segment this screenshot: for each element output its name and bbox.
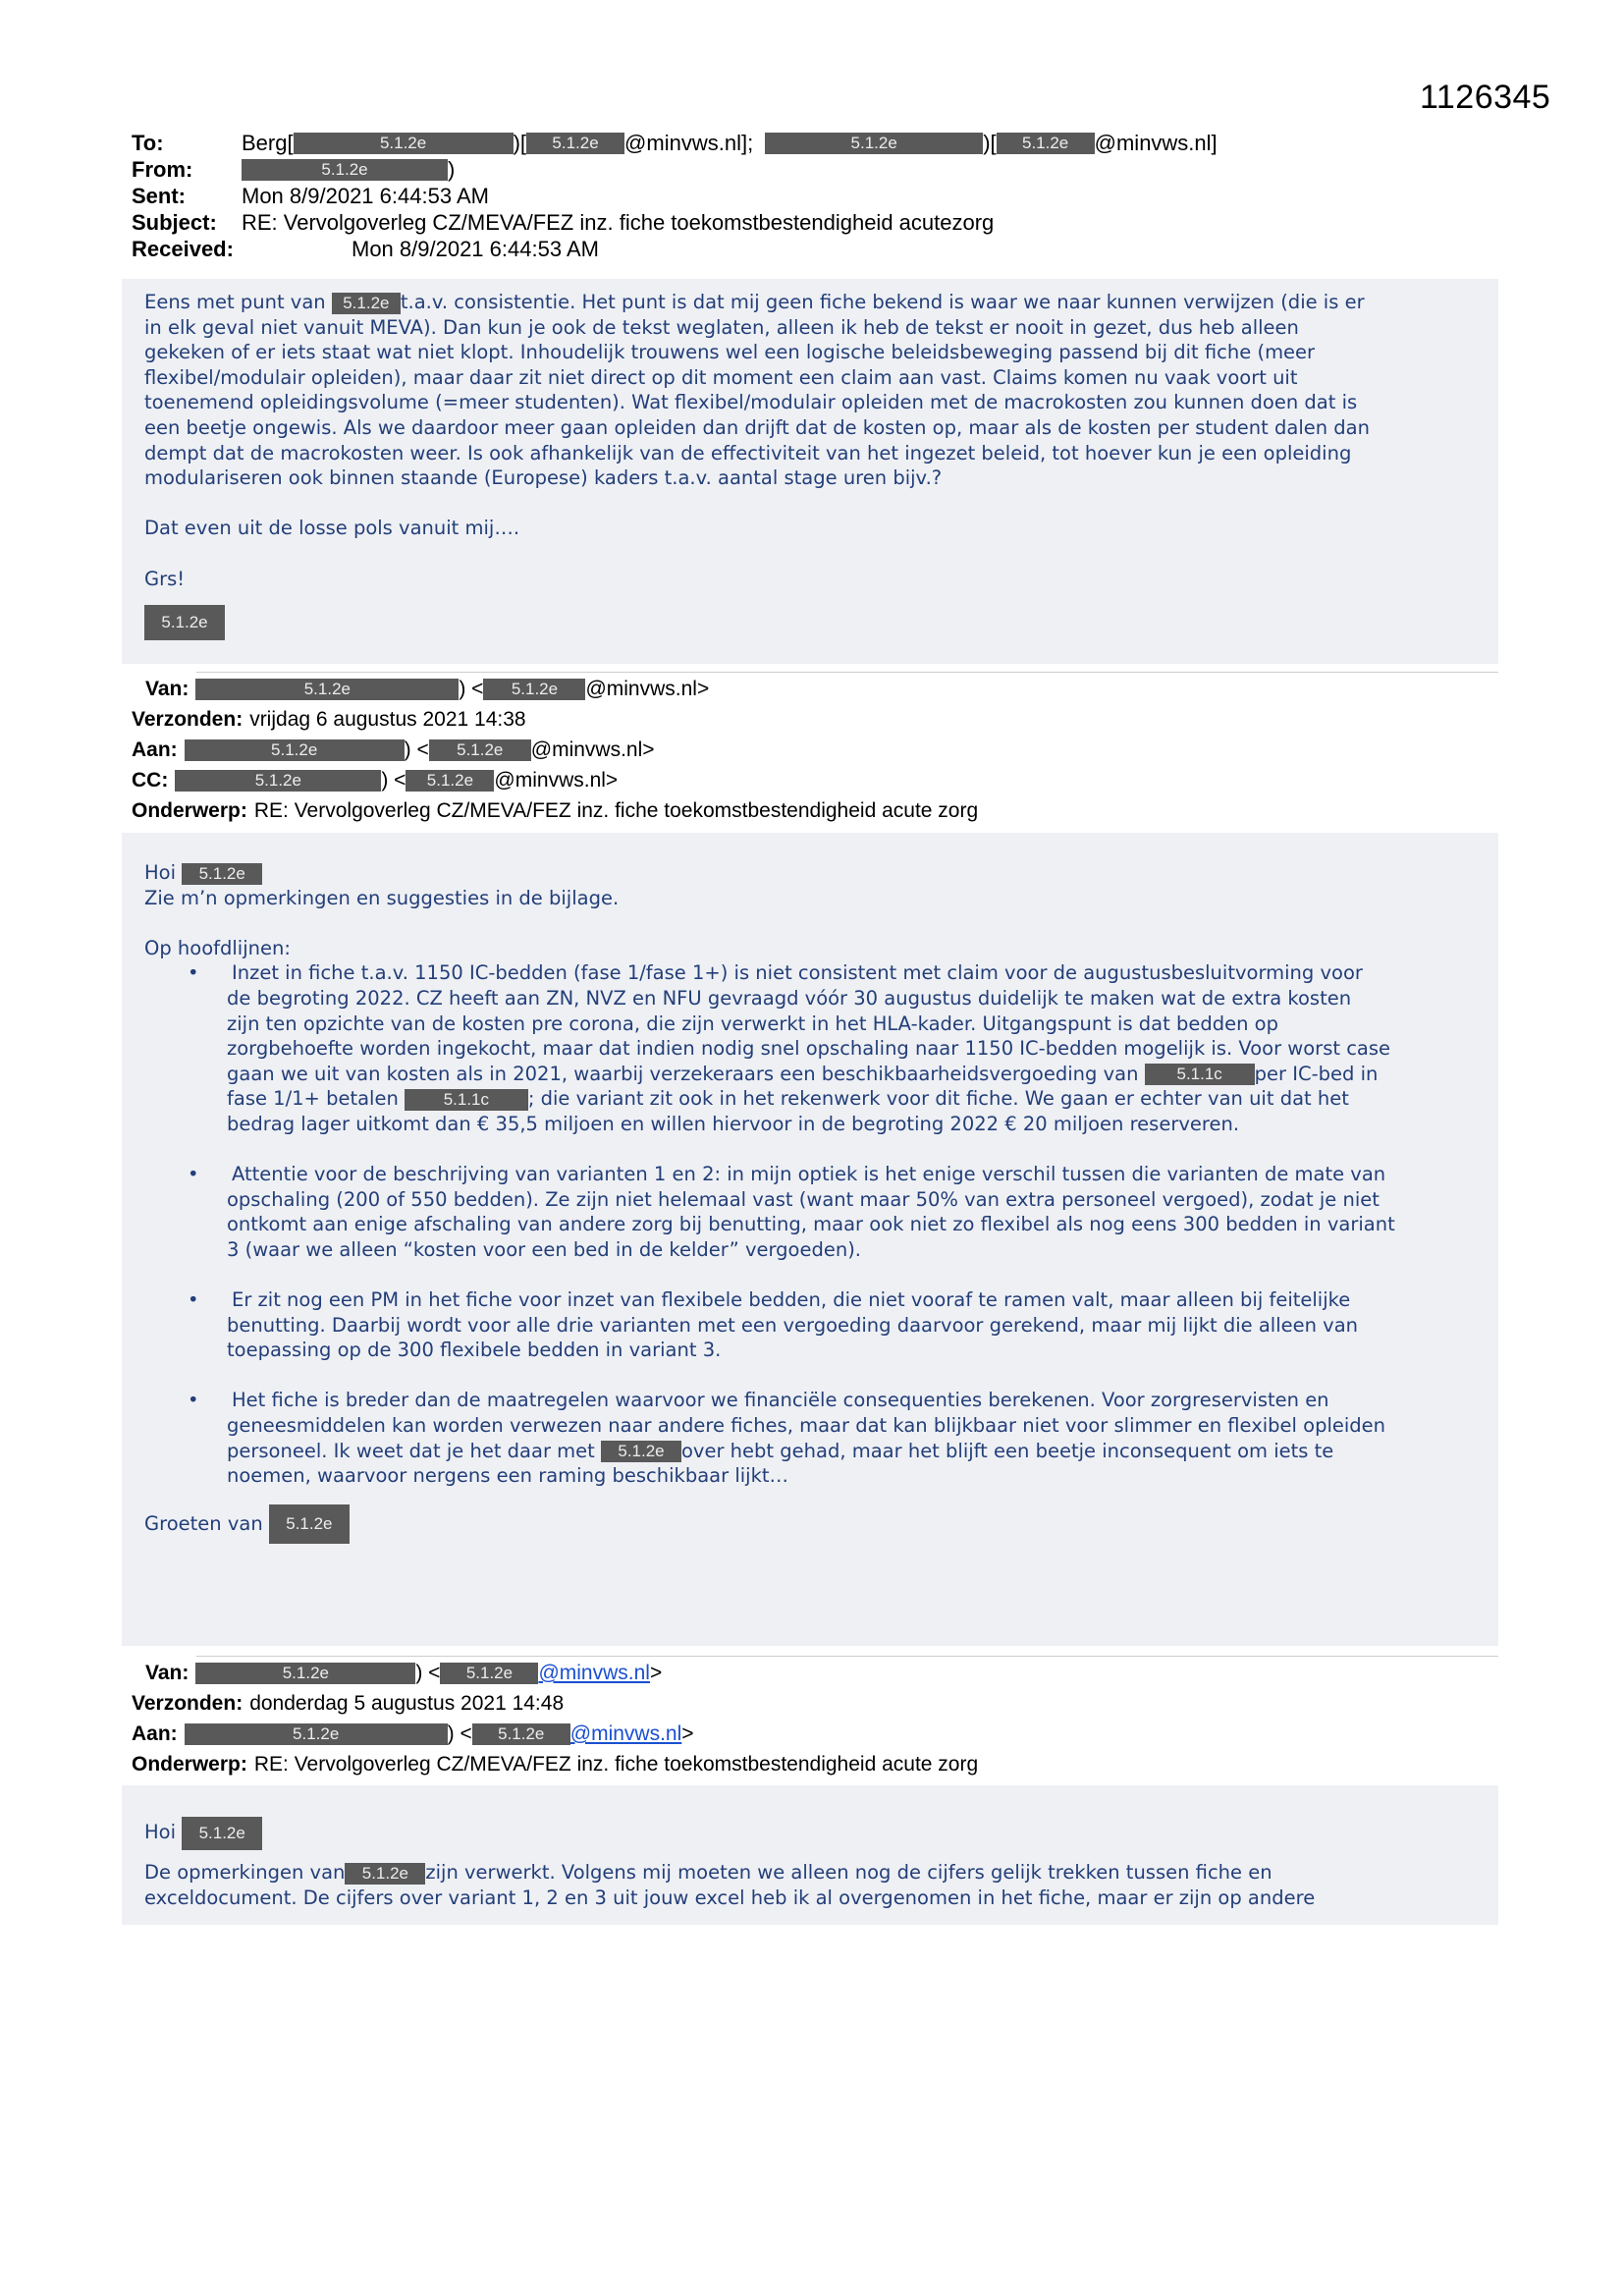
redaction: 5.1.2e [483, 679, 585, 700]
message-body-3 [122, 1785, 1498, 1925]
message-line: Zie m’n opmerkingen en suggesties in de bijlage. [144, 886, 620, 909]
message-line: modulariseren ook binnen staande (Europese) kaders t.a.v. aantal stage uren bijv.? [144, 466, 943, 490]
message-line: toenemend opleidingsvolume (=meer studenten). Wat flexibel/modulair opleiden met de macrokosten zou kunnen doen dat is [144, 391, 1358, 414]
redaction: 5.1.2e [294, 133, 514, 154]
message-text: Eens met punt van [144, 291, 332, 313]
message-line: noemen, waarvoor nergens een raming beschikbaar lijkt… [227, 1464, 789, 1488]
received-label: Received: [132, 237, 234, 261]
email-link[interactable]: @minvws.nl [538, 1662, 650, 1684]
van-label: Van: [145, 678, 189, 700]
redaction: 5.1.2e [406, 770, 494, 792]
message-line: Op hoofdlijnen: [144, 936, 291, 959]
message-line: opschaling (200 of 550 bedden). Ze zijn niet helemaal vast (want maar 50% van extra personeel vergoed), zodat je niet [227, 1187, 1380, 1211]
email-domain: @minvws.nl> [494, 769, 619, 792]
verzonden-value: donderdag 5 augustus 2021 14:48 [249, 1692, 565, 1715]
to-label: To: [132, 131, 164, 155]
message-line: Attentie voor de beschrijving van varianten 1 en 2: in mijn optiek is het enige verschil tussen die varianten de mate van [232, 1163, 1386, 1186]
subject-label: Subject: [132, 210, 217, 235]
onderwerp-value: RE: Vervolgoverleg CZ/MEVA/FEZ inz. fiche toekomstbestendigheid acute zorg [253, 799, 979, 822]
message-text: Hoi [144, 1821, 177, 1843]
received-value: Mon 8/9/2021 6:44:53 AM [352, 237, 599, 261]
separator: ) < [415, 1662, 441, 1684]
message-text: over hebt gehad, maar het blijft een beetje inconsequent om iets te [681, 1439, 1334, 1462]
redaction: 5.1.2e [182, 1817, 262, 1850]
email-header [132, 130, 1218, 262]
redaction: 5.1.1c [1145, 1064, 1255, 1085]
separator: ) < [404, 738, 429, 761]
onderwerp-value: RE: Vervolgoverleg CZ/MEVA/FEZ inz. fiche toekomstbestendigheid acute zorg [253, 1753, 979, 1776]
separator: > [681, 1722, 694, 1745]
bullet-item [144, 1287, 1498, 1363]
received-row [132, 236, 1218, 262]
message-line [144, 1504, 1498, 1544]
message-body-2 [122, 833, 1498, 1646]
email-domain: @minvws.nl> [585, 678, 710, 700]
message-line: gekeken of er iets staat wat niet klopt. Inhoudelijk trouwens wel een logische beleidsbeweging passend bij dit fiche (meer [144, 341, 1316, 364]
email-domain: @minvws.nl> [530, 738, 655, 761]
redaction: 5.1.2e [345, 1863, 425, 1885]
message-line: de begroting 2022. CZ heeft aan ZN, NVZ en NFU gevraagd vóór 30 augustus duidelijk te maken wat de extra kosten [227, 986, 1352, 1010]
redaction: 5.1.1c [405, 1089, 528, 1111]
onderwerp-label: Onderwerp: [132, 1753, 247, 1776]
divider [196, 672, 1498, 673]
redaction: 5.1.2e [185, 739, 405, 761]
redaction: 5.1.2e [242, 159, 448, 181]
verzonden-value: vrijdag 6 augustus 2021 14:38 [249, 708, 526, 731]
document-number: 1126345 [1420, 79, 1551, 116]
redaction: 5.1.2e [472, 1723, 570, 1745]
redaction: 5.1.2e [429, 739, 531, 761]
message-text: fase 1/1+ betalen [227, 1087, 399, 1111]
message-text: Hoi [144, 861, 177, 884]
message-line: in elk geval niet vanuit MEVA). Dan kun je ook de tekst weglaten, alleen ik heb de tekst er nooit in gezet, dus heb alleen [144, 315, 1299, 339]
message-greeting: Grs! [144, 567, 186, 590]
forward-header-1 [132, 674, 978, 826]
to-name: Berg[ [242, 131, 294, 155]
redaction: 5.1.2e [185, 1723, 448, 1745]
separator: )[ [513, 131, 527, 155]
message-text: gaan we uit van kosten als in 2021, waarbij verzekeraars een beschikbaarheidsvergoeding van [227, 1062, 1145, 1085]
message-line [144, 860, 1498, 886]
message-text: personeel. Ik weet dat je het daar met [227, 1439, 601, 1462]
bullet-item [144, 960, 1498, 1136]
message-closing: Dat even uit de losse pols vanuit mij…. [144, 517, 520, 540]
onderwerp-label: Onderwerp: [132, 799, 247, 822]
separator: ) < [459, 678, 484, 700]
verzonden-label: Verzonden: [132, 708, 244, 731]
sent-value: Mon 8/9/2021 6:44:53 AM [242, 184, 489, 208]
subject-value: RE: Vervolgoverleg CZ/MEVA/FEZ inz. fiche toekomstbestendigheid acutezorg [242, 210, 995, 235]
message-line [144, 1860, 1498, 1886]
from-label: From: [132, 157, 193, 182]
bullet-icon: • [188, 1163, 199, 1186]
redaction: 5.1.2e [182, 863, 262, 885]
email-link[interactable]: @minvws.nl [569, 1722, 682, 1745]
message-line: flexibel/modulair opleiden), maar daar zit niet direct op dit moment een claim aan vast. Claims komen nu vaak voort uit [144, 365, 1298, 389]
message-line: toepassing op de 300 flexibele bedden in variant 3. [227, 1339, 722, 1362]
message-text: De opmerkingen van [144, 1861, 346, 1884]
bullet-item [144, 1162, 1498, 1262]
message-line: ontkomt aan enige afschaling van andere zorg bij benutting, maar ook niet zo flexibel als nog eens 300 bedden in variant [227, 1213, 1395, 1236]
redaction: 5.1.2e [765, 133, 983, 154]
cc-label: CC: [132, 769, 169, 792]
message-text: t.a.v. consistentie. Het punt is dat mij geen fiche bekend is waar we naar kunnen verwijzen (die is er [400, 291, 1365, 313]
signature-redaction: 5.1.2e [144, 605, 225, 640]
redaction: 5.1.2e [332, 293, 401, 314]
message-text: per IC-bed in [1254, 1062, 1379, 1085]
sent-label: Sent: [132, 184, 186, 208]
separator: ) [448, 157, 456, 182]
redaction: 5.1.2e [195, 679, 459, 700]
message-line: exceldocument. De cijfers over variant 1, 2 en 3 uit jouw excel heb ik al overgenomen in het fiche, maar er zijn op andere [144, 1886, 1316, 1909]
message-line: Het fiche is breder dan de maatregelen waarvoor we financiële consequenties berekenen. Voor zorgreservisten en [232, 1389, 1329, 1412]
van-label: Van: [145, 1662, 189, 1684]
verzonden-label: Verzonden: [132, 1692, 244, 1715]
message-line [144, 1815, 1498, 1850]
to-row [132, 130, 1218, 156]
aan-label: Aan: [132, 738, 178, 761]
message-line: Er zit nog een PM in het fiche voor inzet van flexibele bedden, die niet vooraf te ramen valt, maar alleen bij feitelijke [232, 1288, 1351, 1312]
message-line: zorgbehoefte worden ingekocht, maar dat indien nodig snel opschaling naar 1150 IC-bedden mogelijk is. Voor worst case [227, 1037, 1391, 1061]
message-line: Inzet in fiche t.a.v. 1150 IC-bedden (fase 1/fase 1+) is niet consistent met claim voor de augustusbesluitvorming voor [232, 961, 1363, 985]
message-line [144, 290, 1498, 315]
bullet-icon: • [188, 1288, 199, 1312]
separator: ) < [381, 769, 406, 792]
bullet-list [144, 960, 1498, 1488]
redaction: 5.1.2e [175, 770, 381, 792]
bullet-item [144, 1388, 1498, 1488]
separator: > [649, 1662, 663, 1684]
redaction: 5.1.2e [269, 1504, 350, 1544]
to-email-domain: @minvws.nl] [1094, 131, 1218, 155]
redaction: 5.1.2e [526, 133, 624, 154]
subject-row [132, 209, 1218, 236]
message-line [227, 1086, 1498, 1112]
to-email-domain: @minvws.nl]; [624, 131, 754, 155]
divider [196, 1656, 1498, 1657]
message-text: Groeten van [144, 1511, 269, 1535]
message-line: 3 (waar we alleen “kosten voor een bed in de kelder” vergoeden). [227, 1237, 861, 1261]
redaction: 5.1.2e [440, 1663, 538, 1684]
redaction: 5.1.2e [997, 133, 1095, 154]
sent-row [132, 183, 1218, 209]
message-line: bedrag lager uitkomt dan € 35,5 miljoen en willen hiervoor in de begroting 2022 € 20 miljoen reserveren. [227, 1112, 1240, 1135]
message-line [227, 1439, 1498, 1464]
message-line: geneesmiddelen kan worden verwezen naar andere fiches, maar dat kan blijkbaar niet voor slimmer en flexibel opleiden [227, 1414, 1386, 1438]
redaction: 5.1.2e [601, 1441, 681, 1462]
message-text: zijn verwerkt. Volgens mij moeten we alleen nog de cijfers gelijk trekken tussen fiche en [425, 1861, 1272, 1884]
from-row [132, 156, 1218, 183]
message-line [227, 1062, 1498, 1087]
separator: )[ [983, 131, 997, 155]
bullet-icon: • [188, 961, 199, 985]
message-line: dempt dat de macrokosten weer. Is ook afhankelijk van de effectiviteit van het ingezet beleid, tot hoever kun je een opleiding [144, 441, 1352, 465]
message-line: benutting. Daarbij wordt voor alle drie varianten met een vergoeding daarvoor gerekend, maar mij lijkt die alleen van [227, 1313, 1359, 1337]
aan-label: Aan: [132, 1722, 178, 1745]
redaction: 5.1.2e [195, 1663, 415, 1684]
message-line: een beetje ongewis. Als we daardoor meer gaan opleiden dan drijft dat de kosten op, maar als de kosten per student dalen dan [144, 415, 1370, 439]
message-body-1 [122, 279, 1498, 664]
bullet-icon: • [188, 1389, 199, 1412]
message-text: ; die variant zit ook in het rekenwerk voor dit fiche. We gaan er echter van uit dat het [527, 1087, 1349, 1111]
forward-header-2 [132, 1658, 978, 1779]
separator: ) < [447, 1722, 472, 1745]
message-line: zijn ten opzichte van de kosten pre corona, die zijn verwerkt in het HLA-kader. Uitgangspunt is dat bedden op [227, 1011, 1278, 1035]
